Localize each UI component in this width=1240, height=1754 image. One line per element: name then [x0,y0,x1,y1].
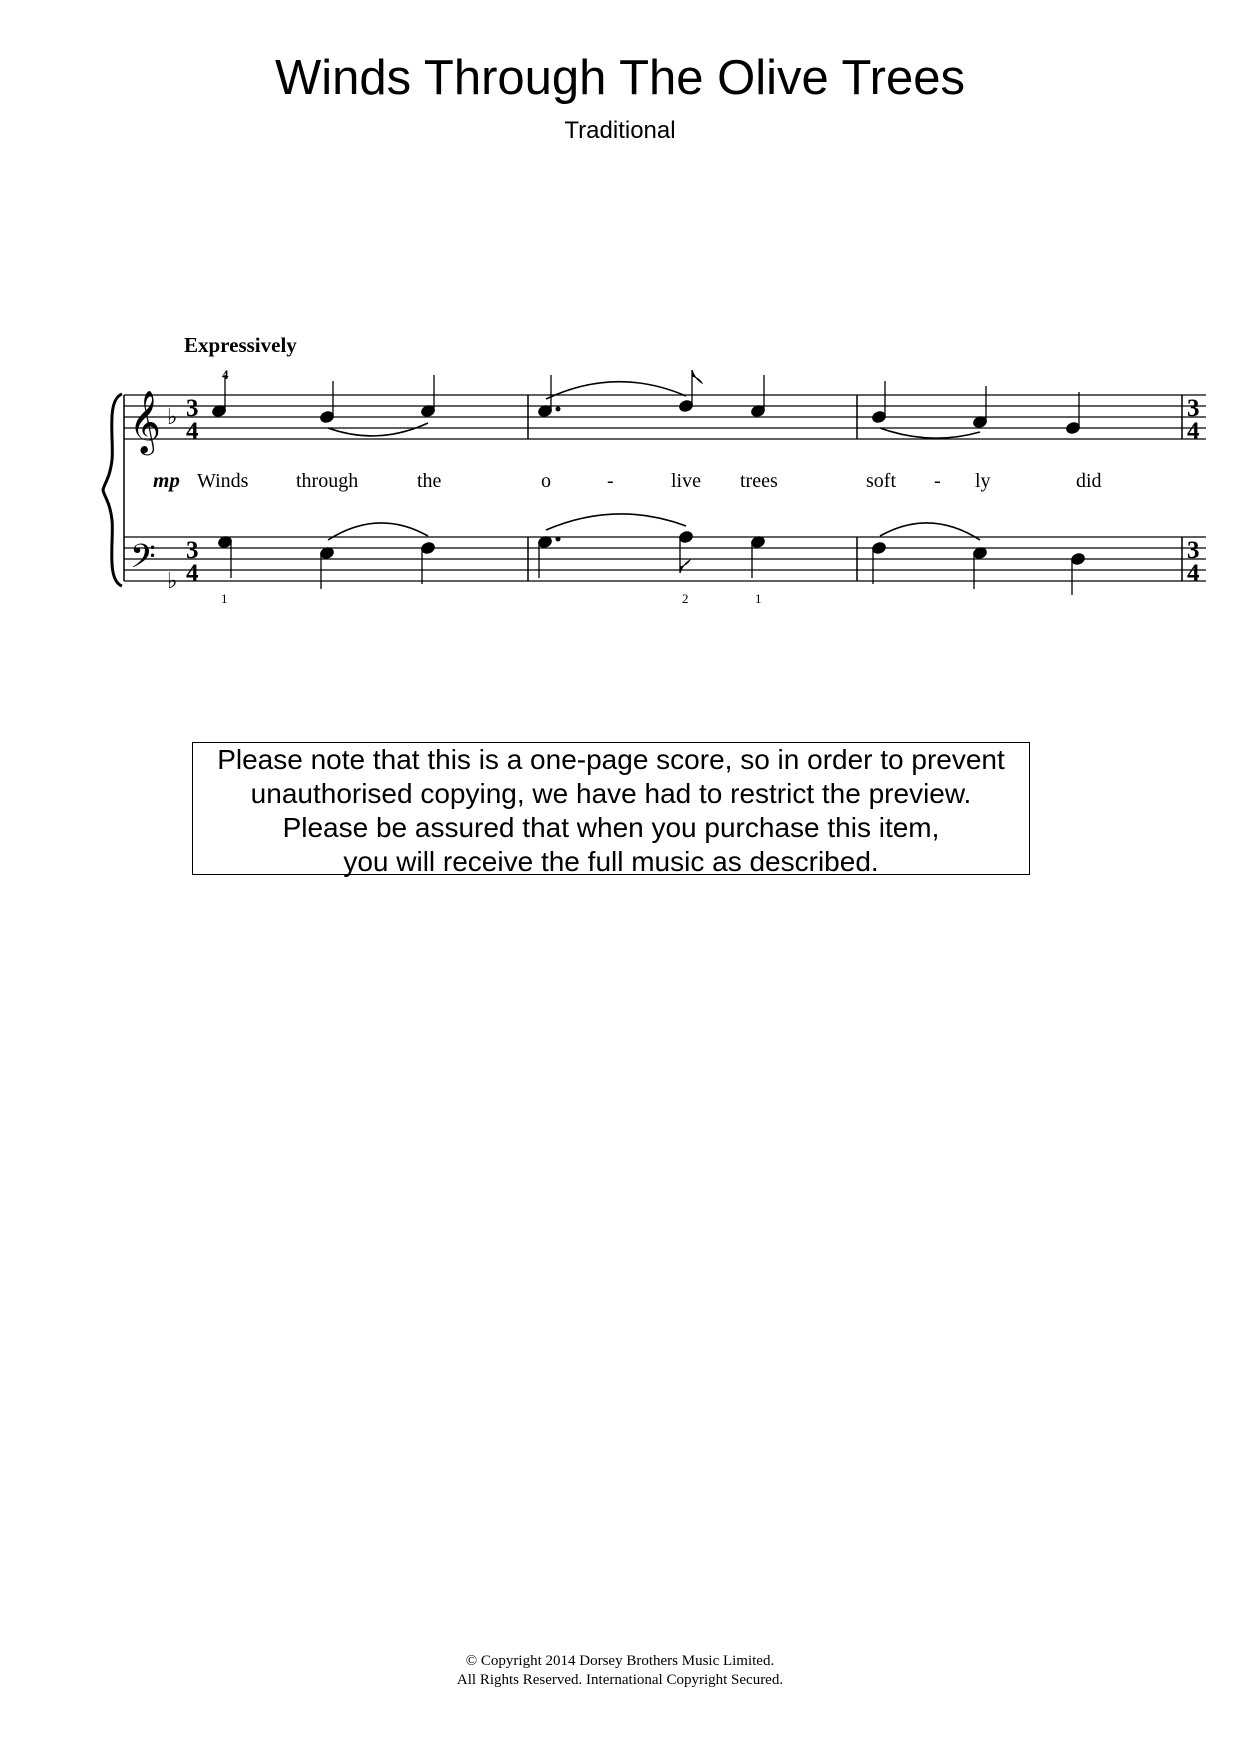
lyric-syllable: through [296,470,359,492]
system-brace [103,394,122,586]
svg-text:4: 4 [1187,418,1200,445]
treble-staff [124,395,1206,439]
fingering-number: 2 [682,591,689,606]
composer-credit: Traditional [564,117,676,144]
copyright-line: © Copyright 2014 Dorsey Brothers Music Limited. [465,1653,775,1669]
notice-line: Please be assured that when you purchase this item, [282,812,940,843]
flat-sign: ♭ [167,569,178,594]
fingering-number: 1 [755,591,762,606]
lyric-syllable: soft [866,470,896,492]
lyric-syllable: the [417,470,442,492]
lyric-syllable: ly [975,470,991,492]
svg-text:3: 3 [186,395,199,422]
lyric-syllable: o [541,470,551,492]
lyrics-line [197,470,1102,492]
svg-text:3: 3 [1187,395,1200,422]
svg-text:4: 4 [1187,560,1200,587]
dynamic-marking: mp [153,468,180,492]
bass-notes [217,530,1086,595]
svg-text:3: 3 [1187,537,1200,564]
lyric-syllable: did [1076,470,1102,492]
lyric-hyphen: - [934,470,941,492]
lyric-hyphen: - [607,470,614,492]
notice-line: you will receive the full music as described. [343,846,879,877]
treble-clef: 𝄞 [129,390,161,453]
fingering-number: 4 [222,367,229,382]
music-score [0,0,1240,700]
copyright-notice [0,1652,1240,1690]
lyric-syllable: Winds [197,470,249,492]
notice-line: Please note that this is a one-page score, so in order to prevent [217,744,1005,775]
bass-fingering [221,591,762,606]
svg-text:4: 4 [186,560,199,587]
lyric-syllable: live [671,470,701,492]
fingering-number: 1 [221,591,228,606]
treble-notes [211,370,1081,435]
bass-slurs [328,514,980,540]
preview-notice [192,742,1030,875]
tempo-marking: Expressively [184,333,297,357]
flat-sign: ♭ [167,405,178,430]
page-title: Winds Through The Olive Trees [275,51,965,105]
svg-text:3: 3 [186,537,199,564]
bass-clef: 𝄢 [130,538,156,584]
copyright-line: All Rights Reserved. International Copyright Secured. [456,1672,784,1688]
svg-text:4: 4 [186,418,199,445]
notice-line: unauthorised copying, we have had to restrict the preview. [250,778,972,809]
bass-staff [124,537,1206,581]
lyric-syllable: trees [740,470,778,492]
